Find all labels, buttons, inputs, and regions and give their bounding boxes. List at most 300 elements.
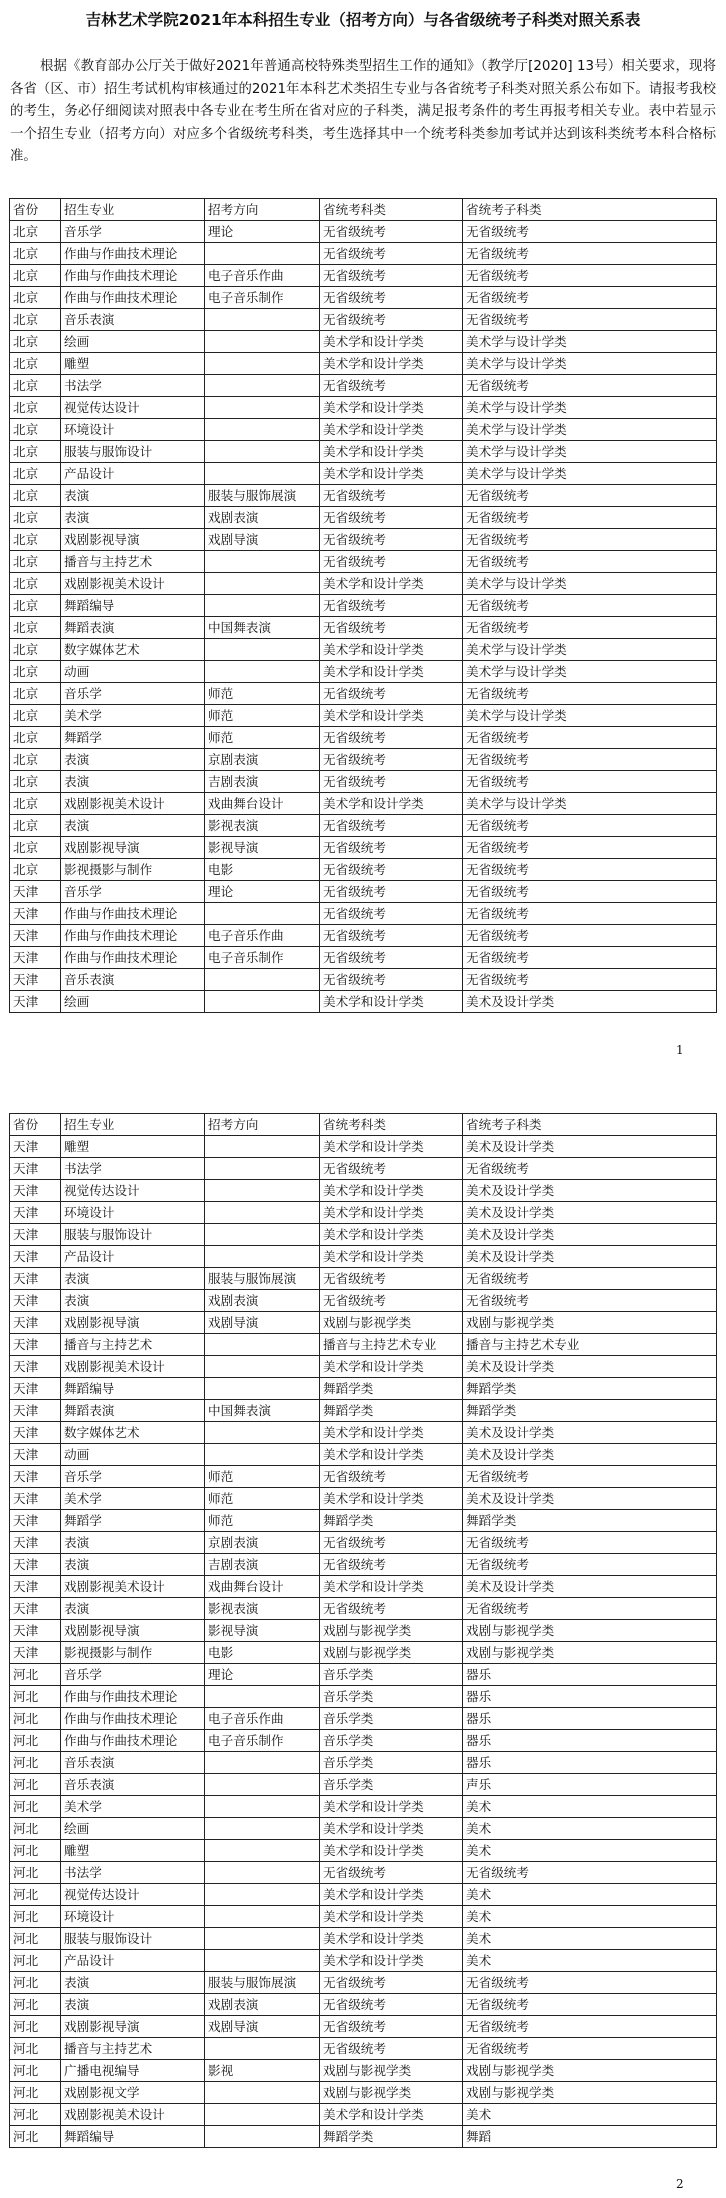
table-cell: 无省级统考 [463,1994,717,2016]
table-cell: 无省级统考 [463,925,717,947]
table-cell: 影视导演 [205,837,320,859]
table-cell: 京剧表演 [205,749,320,771]
table-cell: 影视摄影与制作 [61,859,205,881]
table-cell: 播音与主持艺术 [61,1334,205,1356]
table-row [10,837,717,859]
table-row [10,727,717,749]
table-cell: 器乐 [463,1708,717,1730]
table-row [10,1686,717,1708]
table-cell: 无省级统考 [320,727,463,749]
table-cell: 天津 [10,1488,61,1510]
table-cell: 无省级统考 [463,727,717,749]
table-cell: 无省级统考 [463,221,717,243]
table-row [10,2038,717,2060]
table-cell: 声乐 [463,1774,717,1796]
table-cell: 吉剧表演 [205,1554,320,1576]
table-cell: 北京 [10,331,61,353]
table-row [10,771,717,793]
table-cell: 无省级统考 [463,1598,717,1620]
table-row [10,2016,717,2038]
table-cell: 师范 [205,1466,320,1488]
table-cell [205,2082,320,2104]
table-cell: 音乐学类 [320,1708,463,1730]
table-cell: 无省级统考 [463,485,717,507]
table-cell [205,1840,320,1862]
table-cell: 天津 [10,991,61,1013]
table-row [10,1268,717,1290]
table-cell: 无省级统考 [463,617,717,639]
table-cell: 无省级统考 [320,1158,463,1180]
table-cell: 天津 [10,1202,61,1224]
table-cell: 天津 [10,1400,61,1422]
table-cell: 美术学和设计学类 [320,1906,463,1928]
table-cell: 作曲与作曲技术理论 [61,903,205,925]
table-cell: 作曲与作曲技术理论 [61,1708,205,1730]
table-row [10,881,717,903]
table-cell: 戏剧影视文学 [61,2082,205,2104]
table-cell: 无省级统考 [463,837,717,859]
table-cell [205,309,320,331]
table-cell: 美术及设计学类 [463,1422,717,1444]
table-cell: 美术学与设计学类 [463,441,717,463]
table-cell: 美术学和设计学类 [320,1180,463,1202]
table-row [10,1576,717,1598]
table-cell: 美术及设计学类 [463,1488,717,1510]
table-cell [205,991,320,1013]
table-cell: 戏剧影视美术设计 [61,2104,205,2126]
table-cell [205,1158,320,1180]
table-cell: 动画 [61,661,205,683]
table-row [10,1884,717,1906]
table-cell: 表演 [61,1268,205,1290]
table-cell: 天津 [10,1422,61,1444]
table-row [10,441,717,463]
table-cell: 无省级统考 [463,243,717,265]
table-cell: 无省级统考 [320,1598,463,1620]
table-cell: 音乐表演 [61,1774,205,1796]
table-cell: 天津 [10,1158,61,1180]
table-cell: 影视 [205,2060,320,2082]
table-cell: 北京 [10,221,61,243]
table-cell: 环境设计 [61,1906,205,1928]
table-cell: 天津 [10,1532,61,1554]
table-cell: 戏剧与影视学类 [463,1312,717,1334]
table-cell [205,1422,320,1444]
table-cell: 电子音乐作曲 [205,925,320,947]
table-cell: 无省级统考 [463,1158,717,1180]
column-header: 招生专业 [61,199,205,221]
table-cell: 河北 [10,1840,61,1862]
table-cell: 视觉传达设计 [61,397,205,419]
table-cell [205,2126,320,2148]
table-cell: 音乐表演 [61,969,205,991]
table-cell [205,1378,320,1400]
table-cell: 无省级统考 [463,1862,717,1884]
table-row [10,221,717,243]
table-cell: 美术学和设计学类 [320,1444,463,1466]
table-row [10,1796,717,1818]
table-cell: 北京 [10,727,61,749]
document-title: 吉林艺术学院2021年本科招生专业（招考方向）与各省级统考子科类对照关系表 [85,11,641,29]
table-cell: 美术学和设计学类 [320,441,463,463]
table-row [10,1488,717,1510]
table-cell [205,2038,320,2060]
table-cell: 绘画 [61,1818,205,1840]
table-cell: 美术学和设计学类 [320,639,463,661]
table-cell: 美术学与设计学类 [463,705,717,727]
table-row [10,1202,717,1224]
table-cell [205,375,320,397]
table-row [10,1224,717,1246]
table-cell: 戏剧影视导演 [61,2016,205,2038]
table-row [10,1972,717,1994]
table-cell: 美术学与设计学类 [463,331,717,353]
table-cell: 中国舞表演 [205,1400,320,1422]
table-cell: 作曲与作曲技术理论 [61,287,205,309]
table-cell: 表演 [61,485,205,507]
column-header: 省统考子科类 [463,1114,717,1136]
table-row [10,1774,717,1796]
table-cell: 美术学和设计学类 [320,661,463,683]
table-row [10,1730,717,1752]
table-cell [205,639,320,661]
table-cell: 天津 [10,1312,61,1334]
table-cell: 戏剧影视美术设计 [61,573,205,595]
table-cell: 播音与主持艺术专业 [463,1334,717,1356]
table-cell: 表演 [61,815,205,837]
table-cell: 河北 [10,1950,61,1972]
table-cell: 无省级统考 [320,749,463,771]
table-cell: 北京 [10,661,61,683]
table-cell [205,1202,320,1224]
table-cell [205,1862,320,1884]
table-row [10,815,717,837]
table-cell: 戏剧与影视学类 [463,2060,717,2082]
table-cell [205,661,320,683]
table-cell: 无省级统考 [320,903,463,925]
table-row [10,2104,717,2126]
table-cell: 美术学和设计学类 [320,2104,463,2126]
table-cell: 师范 [205,1488,320,1510]
table-cell: 产品设计 [61,1246,205,1268]
table-cell: 电影 [205,1642,320,1664]
table-cell: 无省级统考 [463,529,717,551]
table-row [10,1554,717,1576]
table-cell: 吉剧表演 [205,771,320,793]
table-row [10,551,717,573]
table-cell: 无省级统考 [463,771,717,793]
table-row [10,331,717,353]
table-cell [205,1334,320,1356]
table-cell [205,1180,320,1202]
table-cell: 戏曲舞台设计 [205,1576,320,1598]
table-cell: 电子音乐作曲 [205,265,320,287]
table-cell: 美术及设计学类 [463,991,717,1013]
table-cell: 北京 [10,595,61,617]
table-cell: 河北 [10,1994,61,2016]
table-cell: 美术学 [61,1796,205,1818]
table-cell: 北京 [10,639,61,661]
table-cell: 无省级统考 [320,881,463,903]
table-row [10,1444,717,1466]
table-cell: 北京 [10,419,61,441]
table-cell [205,1246,320,1268]
table-cell: 播音与主持艺术 [61,2038,205,2060]
column-header: 招考方向 [205,1114,320,1136]
table-cell: 戏剧影视美术设计 [61,1576,205,1598]
table-row [10,1532,717,1554]
table-cell [205,1884,320,1906]
table-row [10,903,717,925]
table-cell: 无省级统考 [320,2038,463,2060]
table-cell: 表演 [61,771,205,793]
table-cell: 美术学与设计学类 [463,573,717,595]
table-cell: 无省级统考 [463,881,717,903]
table-cell: 北京 [10,683,61,705]
table-cell: 美术及设计学类 [463,1202,717,1224]
table-cell: 无省级统考 [463,1532,717,1554]
table-row [10,309,717,331]
table-cell: 作曲与作曲技术理论 [61,243,205,265]
table-cell: 器乐 [463,1730,717,1752]
table-row [10,1158,717,1180]
table-cell: 无省级统考 [463,287,717,309]
table-cell: 天津 [10,1290,61,1312]
table-cell: 河北 [10,2082,61,2104]
table-cell: 戏剧与影视学类 [463,2082,717,2104]
table-cell: 播音与主持艺术专业 [320,1334,463,1356]
table-row [10,991,717,1013]
table-cell: 河北 [10,1730,61,1752]
table-cell: 美术 [463,1950,717,1972]
table-cell: 表演 [61,749,205,771]
table-cell: 师范 [205,1510,320,1532]
table-row [10,1928,717,1950]
column-header: 省统考子科类 [463,199,717,221]
table-cell: 无省级统考 [463,1290,717,1312]
table-cell: 无省级统考 [320,2016,463,2038]
table-cell: 无省级统考 [320,243,463,265]
table-cell: 音乐学 [61,1466,205,1488]
table-cell: 天津 [10,1576,61,1598]
table-cell [205,243,320,265]
table-cell: 表演 [61,1532,205,1554]
column-header: 省统考科类 [320,199,463,221]
table-row [10,287,717,309]
table-cell: 舞蹈编导 [61,595,205,617]
table-cell: 美术学和设计学类 [320,1202,463,1224]
table-cell [205,1752,320,1774]
table-cell: 无省级统考 [463,859,717,881]
table-cell [205,331,320,353]
table-cell: 美术及设计学类 [463,1136,717,1158]
table-cell: 器乐 [463,1686,717,1708]
table-cell: 天津 [10,1334,61,1356]
table-cell: 美术学与设计学类 [463,639,717,661]
table-cell: 美术学和设计学类 [320,1950,463,1972]
table-cell: 无省级统考 [463,1554,717,1576]
table-cell: 无省级统考 [320,683,463,705]
table-cell: 无省级统考 [320,859,463,881]
table-cell: 戏剧影视美术设计 [61,1356,205,1378]
table-cell: 音乐学类 [320,1686,463,1708]
table-cell: 播音与主持艺术 [61,551,205,573]
table-cell: 服装与服饰展演 [205,485,320,507]
table-cell: 美术学 [61,1488,205,1510]
table-cell: 无省级统考 [463,375,717,397]
table-cell: 无省级统考 [320,617,463,639]
table-cell: 北京 [10,771,61,793]
table-cell: 戏剧导演 [205,529,320,551]
table-cell: 美术学与设计学类 [463,661,717,683]
table-cell: 音乐学 [61,1664,205,1686]
table-cell: 无省级统考 [320,529,463,551]
table-cell: 无省级统考 [320,1862,463,1884]
table-cell: 书法学 [61,1158,205,1180]
table-row [10,375,717,397]
table-cell [205,1686,320,1708]
table-cell: 无省级统考 [320,771,463,793]
mapping-table-page-2 [9,1113,717,2148]
table-cell: 河北 [10,2038,61,2060]
table-row [10,265,717,287]
table-cell: 电影 [205,859,320,881]
table-cell: 表演 [61,1598,205,1620]
table-cell: 北京 [10,573,61,595]
table-cell: 美术及设计学类 [463,1444,717,1466]
table-row [10,1598,717,1620]
table-row [10,2126,717,2148]
table-cell: 天津 [10,1136,61,1158]
table-cell: 环境设计 [61,1202,205,1224]
table-cell: 无省级统考 [463,2038,717,2060]
table-cell: 戏剧影视导演 [61,529,205,551]
table-cell: 书法学 [61,375,205,397]
table-cell: 戏剧表演 [205,1994,320,2016]
table-cell: 北京 [10,441,61,463]
table-cell: 无省级统考 [320,221,463,243]
table-cell: 无省级统考 [320,1268,463,1290]
table-cell: 戏剧与影视学类 [463,1642,717,1664]
column-header: 招考方向 [205,199,320,221]
table-cell: 无省级统考 [463,2016,717,2038]
column-header: 招生专业 [61,1114,205,1136]
table-cell: 音乐表演 [61,1752,205,1774]
table-cell: 河北 [10,1686,61,1708]
table-cell [205,441,320,463]
table-cell: 音乐表演 [61,309,205,331]
table-cell: 北京 [10,309,61,331]
table-header-row [10,199,717,221]
table-cell: 戏剧与影视学类 [320,1620,463,1642]
table-cell: 无省级统考 [320,1994,463,2016]
table-row [10,947,717,969]
table-cell: 绘画 [61,331,205,353]
table-cell: 北京 [10,793,61,815]
table-cell: 无省级统考 [320,265,463,287]
table-cell: 中国舞表演 [205,617,320,639]
table-cell: 舞蹈学 [61,1510,205,1532]
table-cell: 产品设计 [61,1950,205,1972]
table-cell: 雕塑 [61,1840,205,1862]
table-row [10,1510,717,1532]
table-cell: 无省级统考 [320,1290,463,1312]
table-cell: 绘画 [61,991,205,1013]
table-cell: 河北 [10,1862,61,1884]
table-row [10,529,717,551]
table-row [10,1400,717,1422]
table-cell: 北京 [10,529,61,551]
table-cell: 无省级统考 [320,1466,463,1488]
table-cell: 舞蹈学类 [320,1400,463,1422]
table-cell: 天津 [10,1510,61,1532]
mapping-table-page-1 [9,198,717,1013]
table-cell: 师范 [205,705,320,727]
table-cell: 表演 [61,1290,205,1312]
table-cell: 服装与服饰设计 [61,1928,205,1950]
table-cell: 河北 [10,1972,61,1994]
table-cell: 无省级统考 [320,1554,463,1576]
table-cell: 无省级统考 [320,375,463,397]
table-cell: 无省级统考 [463,309,717,331]
table-cell: 美术学与设计学类 [463,793,717,815]
table-cell: 天津 [10,1620,61,1642]
table-cell: 舞蹈 [463,2126,717,2148]
table-cell: 舞蹈学类 [320,2126,463,2148]
table-cell: 音乐学 [61,683,205,705]
table-cell: 美术学和设计学类 [320,331,463,353]
table-row [10,1620,717,1642]
table-cell: 河北 [10,2126,61,2148]
table-cell: 美术 [463,2104,717,2126]
table-row [10,2060,717,2082]
table-cell: 美术学与设计学类 [463,463,717,485]
table-cell: 戏剧导演 [205,1312,320,1334]
table-cell [205,969,320,991]
table-cell: 美术学和设计学类 [320,1224,463,1246]
table-cell: 动画 [61,1444,205,1466]
table-cell: 河北 [10,1906,61,1928]
table-cell: 美术学和设计学类 [320,1422,463,1444]
table-cell [205,903,320,925]
table-cell: 视觉传达设计 [61,1884,205,1906]
table-cell [205,1818,320,1840]
table-cell: 环境设计 [61,419,205,441]
table-cell: 无省级统考 [320,507,463,529]
table-cell: 戏剧与影视学类 [320,1312,463,1334]
table-cell: 京剧表演 [205,1532,320,1554]
table-row [10,573,717,595]
table-row [10,1378,717,1400]
table-cell: 戏剧与影视学类 [320,2082,463,2104]
table-row [10,397,717,419]
table-cell: 理论 [205,221,320,243]
table-cell: 北京 [10,837,61,859]
table-cell: 北京 [10,485,61,507]
table-cell: 戏剧表演 [205,507,320,529]
table-cell: 河北 [10,1708,61,1730]
table-cell: 音乐学 [61,221,205,243]
table-cell: 美术学与设计学类 [463,397,717,419]
table-row [10,859,717,881]
table-cell: 电子音乐制作 [205,287,320,309]
table-row [10,1334,717,1356]
table-row [10,1136,717,1158]
table-row [10,1950,717,1972]
table-cell: 北京 [10,815,61,837]
table-cell [205,1796,320,1818]
table-cell: 美术学和设计学类 [320,1576,463,1598]
